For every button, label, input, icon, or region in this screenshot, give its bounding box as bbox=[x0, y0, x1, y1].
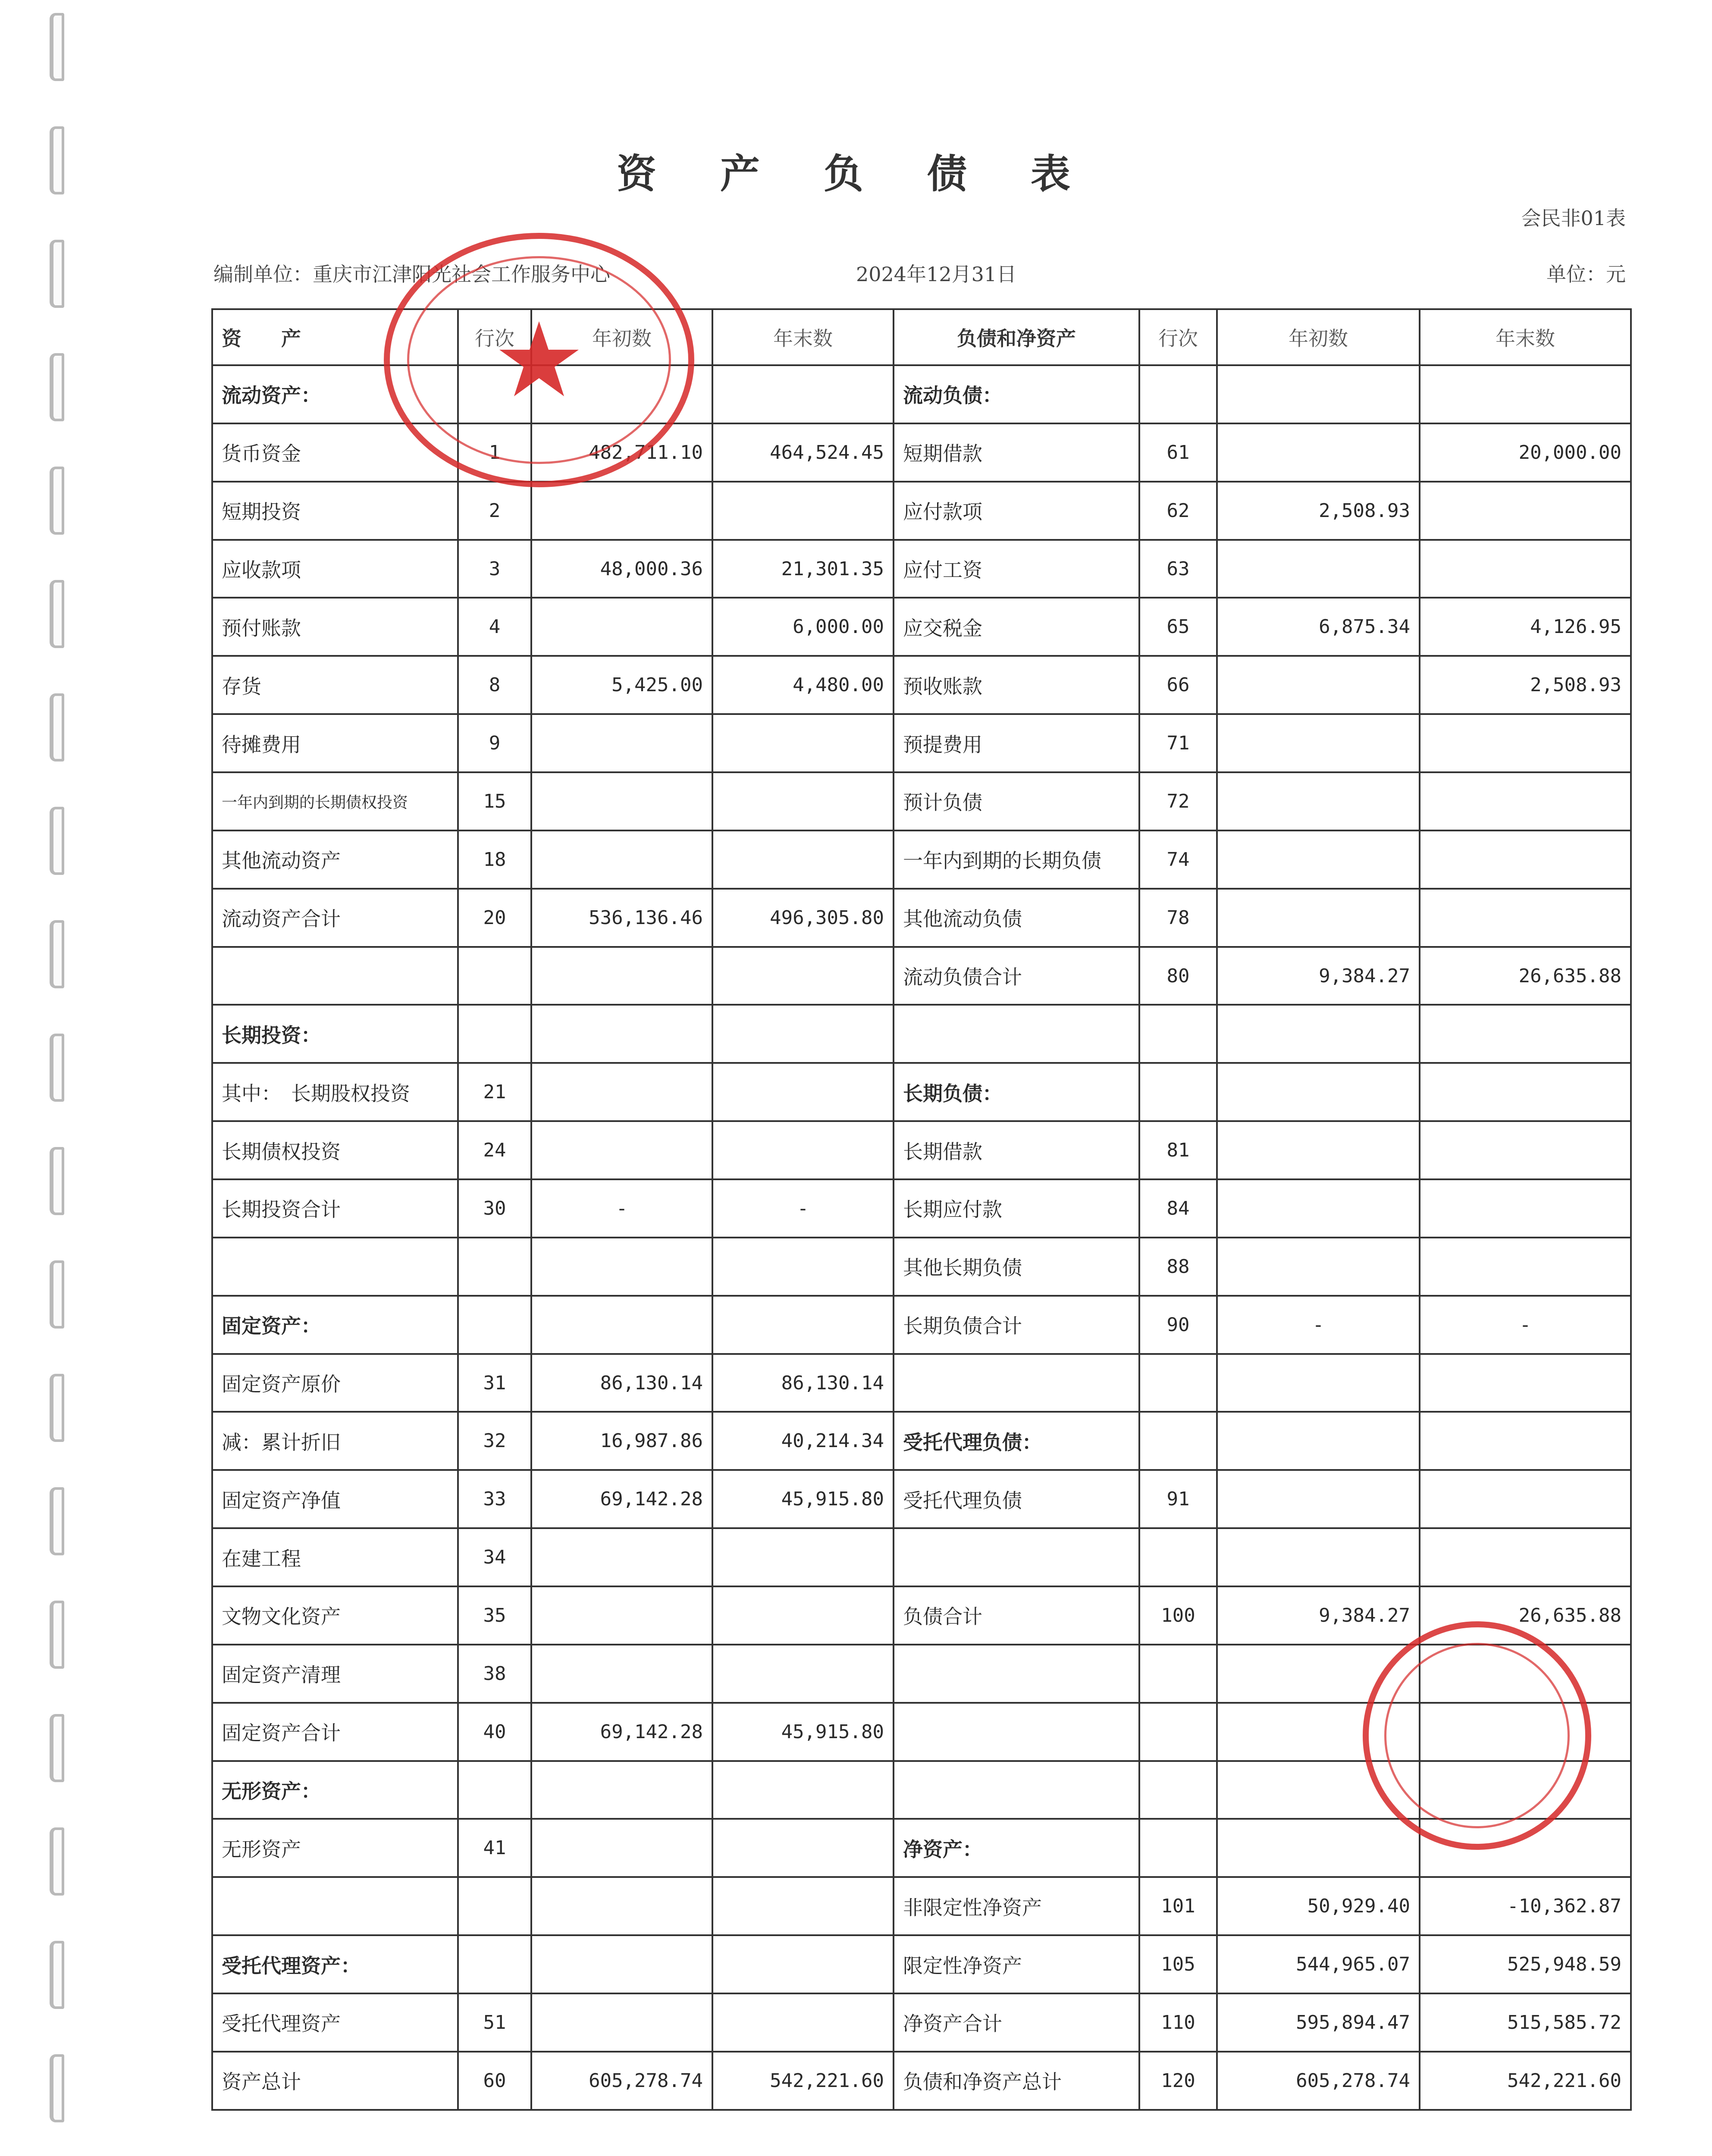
liability-line-cell: 84 bbox=[1139, 1179, 1217, 1238]
asset-name-cell: 预付账款 bbox=[212, 598, 458, 656]
liability-line-cell: 78 bbox=[1139, 889, 1217, 947]
liability-name-cell bbox=[894, 1703, 1139, 1761]
asset-line-cell: 35 bbox=[458, 1586, 531, 1645]
asset-name-cell: 货币资金 bbox=[212, 423, 458, 482]
liability-end-cell bbox=[1420, 830, 1631, 889]
asset-end-cell bbox=[712, 1935, 894, 1993]
table-row bbox=[212, 1063, 1631, 1121]
asset-name-cell: 受托代理资产 bbox=[212, 1993, 458, 2052]
liability-line-cell bbox=[1139, 1412, 1217, 1470]
liability-name-cell: 应付款项 bbox=[894, 482, 1139, 540]
asset-begin-cell bbox=[531, 1063, 712, 1121]
liability-name-cell: 净资产： bbox=[894, 1819, 1139, 1877]
liability-line-cell: 71 bbox=[1139, 714, 1217, 772]
currency-unit: 单位：元 bbox=[1546, 263, 1626, 286]
liability-end-cell bbox=[1420, 540, 1631, 598]
asset-name-cell: 资产总计 bbox=[212, 2052, 458, 2110]
table-row bbox=[212, 1354, 1631, 1412]
asset-name-cell: 其中： 长期股权投资 bbox=[212, 1063, 458, 1121]
asset-end-cell: - bbox=[712, 1179, 894, 1238]
liability-line-cell: 120 bbox=[1139, 2052, 1217, 2110]
liability-line-cell: 91 bbox=[1139, 1470, 1217, 1528]
asset-name-cell: 固定资产净值 bbox=[212, 1470, 458, 1528]
liability-end-cell: - bbox=[1420, 1296, 1631, 1354]
binding-hole bbox=[50, 467, 64, 535]
asset-name-cell: 待摊费用 bbox=[212, 714, 458, 772]
liability-line-cell bbox=[1139, 1761, 1217, 1819]
asset-line-cell: 1 bbox=[458, 423, 531, 482]
liability-begin-cell bbox=[1217, 540, 1420, 598]
asset-name-cell: 受托代理资产： bbox=[212, 1935, 458, 1993]
asset-line-cell: 38 bbox=[458, 1645, 531, 1703]
asset-end-cell bbox=[712, 1645, 894, 1703]
liability-name-cell: 应付工资 bbox=[894, 540, 1139, 598]
asset-begin-cell bbox=[531, 1877, 712, 1935]
asset-begin-cell: 48,000.36 bbox=[531, 540, 712, 598]
liability-name-cell: 负债合计 bbox=[894, 1586, 1139, 1645]
table-row bbox=[212, 482, 1631, 540]
asset-end-cell bbox=[712, 1063, 894, 1121]
asset-begin-cell bbox=[531, 1586, 712, 1645]
liability-name-cell: 长期应付款 bbox=[894, 1179, 1139, 1238]
asset-begin-cell: 536,136.46 bbox=[531, 889, 712, 947]
liability-begin-cell bbox=[1217, 1179, 1420, 1238]
asset-name-cell: 固定资产清理 bbox=[212, 1645, 458, 1703]
liability-end-cell: 515,585.72 bbox=[1420, 1993, 1631, 2052]
liability-name-cell: 其他长期负债 bbox=[894, 1238, 1139, 1296]
asset-name-cell: 长期投资： bbox=[212, 1005, 458, 1063]
liability-name-cell bbox=[894, 1005, 1139, 1063]
liability-name-cell bbox=[894, 1645, 1139, 1703]
asset-line-cell: 32 bbox=[458, 1412, 531, 1470]
liability-begin-cell: 605,278.74 bbox=[1217, 2052, 1420, 2110]
table-row bbox=[212, 1005, 1631, 1063]
liability-begin-cell: 9,384.27 bbox=[1217, 947, 1420, 1005]
table-row bbox=[212, 1296, 1631, 1354]
liability-line-cell: 100 bbox=[1139, 1586, 1217, 1645]
asset-end-cell: 40,214.34 bbox=[712, 1412, 894, 1470]
asset-end-cell bbox=[712, 1238, 894, 1296]
liability-begin-cell bbox=[1217, 423, 1420, 482]
liability-name-cell: 净资产合计 bbox=[894, 1993, 1139, 2052]
binding-hole bbox=[50, 1260, 64, 1329]
table-row bbox=[212, 1179, 1631, 1238]
asset-name-cell: 其他流动资产 bbox=[212, 830, 458, 889]
asset-begin-cell bbox=[531, 1993, 712, 2052]
liability-begin-cell bbox=[1217, 830, 1420, 889]
asset-name-cell: 减：累计折旧 bbox=[212, 1412, 458, 1470]
organization-seal-icon bbox=[384, 233, 694, 487]
asset-line-cell bbox=[458, 1005, 531, 1063]
table-row bbox=[212, 540, 1631, 598]
liability-begin-cell bbox=[1217, 1470, 1420, 1528]
liability-line-cell: 62 bbox=[1139, 482, 1217, 540]
liability-end-cell: 525,948.59 bbox=[1420, 1935, 1631, 1993]
liability-begin-cell: 9,384.27 bbox=[1217, 1586, 1420, 1645]
asset-end-cell bbox=[712, 1993, 894, 2052]
asset-line-cell bbox=[458, 1238, 531, 1296]
liability-begin-cell bbox=[1217, 1528, 1420, 1586]
binding-hole bbox=[50, 13, 64, 81]
asset-end-cell bbox=[712, 1761, 894, 1819]
liability-end-cell bbox=[1420, 1528, 1631, 1586]
asset-end-cell bbox=[712, 714, 894, 772]
asset-line-cell bbox=[458, 1296, 531, 1354]
liability-line-cell bbox=[1139, 1703, 1217, 1761]
liability-line-cell bbox=[1139, 1063, 1217, 1121]
table-row bbox=[212, 1993, 1631, 2052]
liability-end-cell bbox=[1420, 1412, 1631, 1470]
asset-name-cell bbox=[212, 947, 458, 1005]
liability-line-cell: 110 bbox=[1139, 1993, 1217, 2052]
asset-begin-cell bbox=[531, 598, 712, 656]
asset-end-cell bbox=[712, 1121, 894, 1179]
balance-sheet-table bbox=[211, 308, 1632, 2111]
asset-name-cell: 固定资产合计 bbox=[212, 1703, 458, 1761]
asset-line-cell: 41 bbox=[458, 1819, 531, 1877]
liability-line-cell: 72 bbox=[1139, 772, 1217, 830]
asset-begin-cell: 5,425.00 bbox=[531, 656, 712, 714]
asset-line-cell: 24 bbox=[458, 1121, 531, 1179]
col-line2: 行次 bbox=[1139, 309, 1217, 365]
asset-end-cell: 464,524.45 bbox=[712, 423, 894, 482]
asset-name-cell bbox=[212, 1877, 458, 1935]
liability-begin-cell: 50,929.40 bbox=[1217, 1877, 1420, 1935]
liability-line-cell: 80 bbox=[1139, 947, 1217, 1005]
asset-end-cell: 4,480.00 bbox=[712, 656, 894, 714]
asset-line-cell: 20 bbox=[458, 889, 531, 947]
liability-line-cell: 63 bbox=[1139, 540, 1217, 598]
liability-line-cell: 66 bbox=[1139, 656, 1217, 714]
binding-hole bbox=[50, 807, 64, 875]
liability-name-cell: 负债和净资产总计 bbox=[894, 2052, 1139, 2110]
asset-end-cell bbox=[712, 365, 894, 423]
asset-end-cell bbox=[712, 947, 894, 1005]
asset-begin-cell: 16,987.86 bbox=[531, 1412, 712, 1470]
liability-end-cell: 26,635.88 bbox=[1420, 1586, 1631, 1645]
asset-line-cell: 60 bbox=[458, 2052, 531, 2110]
asset-end-cell bbox=[712, 830, 894, 889]
asset-name-cell: 无形资产： bbox=[212, 1761, 458, 1819]
liability-name-cell: 预计负债 bbox=[894, 772, 1139, 830]
liability-begin-cell bbox=[1217, 1412, 1420, 1470]
liability-end-cell: 4,126.95 bbox=[1420, 598, 1631, 656]
liability-end-cell bbox=[1420, 1470, 1631, 1528]
liability-begin-cell bbox=[1217, 772, 1420, 830]
liability-begin-cell: 6,875.34 bbox=[1217, 598, 1420, 656]
table-row bbox=[212, 1412, 1631, 1470]
liability-end-cell bbox=[1420, 1354, 1631, 1412]
liability-name-cell: 长期借款 bbox=[894, 1121, 1139, 1179]
liability-name-cell: 其他流动负债 bbox=[894, 889, 1139, 947]
liability-end-cell: -10,362.87 bbox=[1420, 1877, 1631, 1935]
asset-line-cell: 9 bbox=[458, 714, 531, 772]
asset-line-cell: 4 bbox=[458, 598, 531, 656]
liability-begin-cell bbox=[1217, 365, 1420, 423]
liability-begin-cell: - bbox=[1217, 1296, 1420, 1354]
liability-end-cell: 26,635.88 bbox=[1420, 947, 1631, 1005]
liability-end-cell bbox=[1420, 889, 1631, 947]
liability-name-cell bbox=[894, 1354, 1139, 1412]
liability-begin-cell bbox=[1217, 1005, 1420, 1063]
binding-hole bbox=[50, 1374, 64, 1442]
asset-begin-cell: 69,142.28 bbox=[531, 1703, 712, 1761]
liability-end-cell bbox=[1420, 365, 1631, 423]
asset-begin-cell bbox=[531, 1121, 712, 1179]
table-row bbox=[212, 1121, 1631, 1179]
asset-begin-cell bbox=[531, 1645, 712, 1703]
liability-line-cell bbox=[1139, 1528, 1217, 1586]
liability-begin-cell: 595,894.47 bbox=[1217, 1993, 1420, 2052]
table-row bbox=[212, 1586, 1631, 1645]
liability-end-cell: 20,000.00 bbox=[1420, 423, 1631, 482]
binding-hole bbox=[50, 2054, 64, 2122]
liability-name-cell: 限定性净资产 bbox=[894, 1935, 1139, 1993]
asset-name-cell: 流动资产合计 bbox=[212, 889, 458, 947]
table-row bbox=[212, 1470, 1631, 1528]
liability-begin-cell bbox=[1217, 714, 1420, 772]
table-row bbox=[212, 830, 1631, 889]
asset-line-cell: 40 bbox=[458, 1703, 531, 1761]
asset-end-cell: 542,221.60 bbox=[712, 2052, 894, 2110]
liability-end-cell: 2,508.93 bbox=[1420, 656, 1631, 714]
liability-line-cell bbox=[1139, 1645, 1217, 1703]
binding-holes bbox=[41, 13, 80, 2156]
liability-name-cell: 受托代理负债： bbox=[894, 1412, 1139, 1470]
col-end: 年末数 bbox=[712, 309, 894, 365]
asset-begin-cell bbox=[531, 1238, 712, 1296]
liability-line-cell: 61 bbox=[1139, 423, 1217, 482]
liability-name-cell: 长期负债： bbox=[894, 1063, 1139, 1121]
asset-line-cell bbox=[458, 1761, 531, 1819]
binding-hole bbox=[50, 1034, 64, 1102]
liability-begin-cell bbox=[1217, 1354, 1420, 1412]
liability-end-cell bbox=[1420, 1005, 1631, 1063]
asset-begin-cell bbox=[531, 482, 712, 540]
asset-begin-cell bbox=[531, 830, 712, 889]
asset-end-cell bbox=[712, 1528, 894, 1586]
liability-line-cell: 101 bbox=[1139, 1877, 1217, 1935]
binding-hole bbox=[50, 1487, 64, 1555]
liability-line-cell: 105 bbox=[1139, 1935, 1217, 1993]
asset-name-cell: 短期投资 bbox=[212, 482, 458, 540]
asset-end-cell bbox=[712, 1586, 894, 1645]
binding-hole bbox=[50, 693, 64, 761]
liability-begin-cell: 2,508.93 bbox=[1217, 482, 1420, 540]
asset-begin-cell bbox=[531, 1819, 712, 1877]
organization-label: 编制单位：重庆市江津阳光社会工作服务中心 bbox=[213, 263, 610, 286]
asset-name-cell: 文物文化资产 bbox=[212, 1586, 458, 1645]
asset-name-cell: 在建工程 bbox=[212, 1528, 458, 1586]
table-row bbox=[212, 772, 1631, 830]
liability-name-cell: 短期借款 bbox=[894, 423, 1139, 482]
liability-begin-cell bbox=[1217, 889, 1420, 947]
form-number: 会民非01表 bbox=[1521, 207, 1626, 230]
asset-begin-cell bbox=[531, 1935, 712, 1993]
liability-name-cell: 应交税金 bbox=[894, 598, 1139, 656]
liability-end-cell bbox=[1420, 482, 1631, 540]
asset-begin-cell: 69,142.28 bbox=[531, 1470, 712, 1528]
binding-hole bbox=[50, 580, 64, 648]
binding-hole bbox=[50, 1714, 64, 1782]
liability-name-cell: 预提费用 bbox=[894, 714, 1139, 772]
asset-name-cell: 固定资产原价 bbox=[212, 1354, 458, 1412]
page-title: 资 产 负 债 表 bbox=[616, 150, 1096, 197]
auditor-seal-icon bbox=[1363, 1621, 1591, 1850]
asset-line-cell: 3 bbox=[458, 540, 531, 598]
liability-line-cell bbox=[1139, 1819, 1217, 1877]
asset-end-cell bbox=[712, 1877, 894, 1935]
asset-line-cell bbox=[458, 947, 531, 1005]
table-row bbox=[212, 714, 1631, 772]
asset-begin-cell bbox=[531, 1528, 712, 1586]
liability-end-cell bbox=[1420, 772, 1631, 830]
asset-begin-cell bbox=[531, 1296, 712, 1354]
liability-name-cell: 一年内到期的长期负债 bbox=[894, 830, 1139, 889]
binding-hole bbox=[50, 240, 64, 308]
table-row bbox=[212, 656, 1631, 714]
asset-name-cell: 应收款项 bbox=[212, 540, 458, 598]
asset-end-cell: 45,915.80 bbox=[712, 1470, 894, 1528]
liability-line-cell bbox=[1139, 1005, 1217, 1063]
table-row bbox=[212, 1935, 1631, 1993]
asset-line-cell: 8 bbox=[458, 656, 531, 714]
liability-begin-cell bbox=[1217, 656, 1420, 714]
asset-end-cell: 6,000.00 bbox=[712, 598, 894, 656]
asset-name-cell: 长期投资合计 bbox=[212, 1179, 458, 1238]
asset-begin-cell bbox=[531, 714, 712, 772]
liability-line-cell: 90 bbox=[1139, 1296, 1217, 1354]
asset-begin-cell bbox=[531, 947, 712, 1005]
asset-name-cell: 长期债权投资 bbox=[212, 1121, 458, 1179]
liability-end-cell bbox=[1420, 1121, 1631, 1179]
col-begin2: 年初数 bbox=[1217, 309, 1420, 365]
liability-begin-cell bbox=[1217, 1063, 1420, 1121]
table-row bbox=[212, 598, 1631, 656]
asset-end-cell bbox=[712, 1819, 894, 1877]
col-assets: 资 产 bbox=[212, 309, 458, 365]
table-row bbox=[212, 1877, 1631, 1935]
liability-end-cell bbox=[1420, 1179, 1631, 1238]
liability-name-cell: 预收账款 bbox=[894, 656, 1139, 714]
col-liabilities: 负债和净资产 bbox=[894, 309, 1139, 365]
asset-name-cell: 固定资产： bbox=[212, 1296, 458, 1354]
liability-begin-cell bbox=[1217, 1819, 1420, 1877]
table-row bbox=[212, 2052, 1631, 2110]
liability-line-cell bbox=[1139, 1354, 1217, 1412]
report-date: 2024年12月31日 bbox=[856, 263, 1017, 286]
asset-line-cell: 33 bbox=[458, 1470, 531, 1528]
binding-hole bbox=[50, 1601, 64, 1669]
col-end2: 年末数 bbox=[1420, 309, 1631, 365]
asset-line-cell: 34 bbox=[458, 1528, 531, 1586]
liability-end-cell: 542,221.60 bbox=[1420, 2052, 1631, 2110]
asset-begin-cell: 86,130.14 bbox=[531, 1354, 712, 1412]
col-begin: 年初数 bbox=[531, 309, 712, 365]
asset-end-cell bbox=[712, 482, 894, 540]
liability-name-cell: 流动负债： bbox=[894, 365, 1139, 423]
table-row bbox=[212, 1238, 1631, 1296]
liability-name-cell: 受托代理负债 bbox=[894, 1470, 1139, 1528]
table-row bbox=[212, 947, 1631, 1005]
asset-begin-cell: 605,278.74 bbox=[531, 2052, 712, 2110]
liability-end-cell bbox=[1420, 1238, 1631, 1296]
liability-name-cell: 流动负债合计 bbox=[894, 947, 1139, 1005]
liability-name-cell bbox=[894, 1528, 1139, 1586]
asset-end-cell bbox=[712, 1296, 894, 1354]
asset-line-cell bbox=[458, 1877, 531, 1935]
liability-begin-cell: 544,965.07 bbox=[1217, 1935, 1420, 1993]
asset-name-cell: 流动资产： bbox=[212, 365, 458, 423]
liability-name-cell bbox=[894, 1761, 1139, 1819]
asset-begin-cell bbox=[531, 1761, 712, 1819]
asset-line-cell: 18 bbox=[458, 830, 531, 889]
asset-line-cell: 15 bbox=[458, 772, 531, 830]
asset-end-cell: 21,301.35 bbox=[712, 540, 894, 598]
liability-begin-cell bbox=[1217, 1238, 1420, 1296]
liability-begin-cell bbox=[1217, 1121, 1420, 1179]
asset-end-cell bbox=[712, 772, 894, 830]
liability-name-cell: 非限定性净资产 bbox=[894, 1877, 1139, 1935]
liability-line-cell: 65 bbox=[1139, 598, 1217, 656]
liability-end-cell bbox=[1420, 714, 1631, 772]
liability-line-cell: 88 bbox=[1139, 1238, 1217, 1296]
asset-name-cell: 无形资产 bbox=[212, 1819, 458, 1877]
asset-line-cell bbox=[458, 1935, 531, 1993]
asset-name-cell: 存货 bbox=[212, 656, 458, 714]
table-row bbox=[212, 889, 1631, 947]
asset-name-cell bbox=[212, 1238, 458, 1296]
binding-hole bbox=[50, 1147, 64, 1215]
asset-begin-cell: - bbox=[531, 1179, 712, 1238]
binding-hole bbox=[50, 353, 64, 421]
liability-line-cell bbox=[1139, 365, 1217, 423]
binding-hole bbox=[50, 920, 64, 988]
asset-end-cell: 86,130.14 bbox=[712, 1354, 894, 1412]
asset-line-cell: 30 bbox=[458, 1179, 531, 1238]
liability-line-cell: 81 bbox=[1139, 1121, 1217, 1179]
asset-line-cell: 2 bbox=[458, 482, 531, 540]
asset-begin-cell bbox=[531, 1005, 712, 1063]
table-row bbox=[212, 1528, 1631, 1586]
asset-line-cell: 31 bbox=[458, 1354, 531, 1412]
liability-name-cell: 长期负债合计 bbox=[894, 1296, 1139, 1354]
binding-hole bbox=[50, 1941, 64, 2009]
asset-end-cell: 45,915.80 bbox=[712, 1703, 894, 1761]
asset-name-cell: 一年内到期的长期债权投资 bbox=[212, 772, 458, 830]
liability-end-cell bbox=[1420, 1063, 1631, 1121]
binding-hole bbox=[50, 1827, 64, 1896]
liability-line-cell: 74 bbox=[1139, 830, 1217, 889]
asset-line-cell: 51 bbox=[458, 1993, 531, 2052]
asset-begin-cell: 482,711.10 bbox=[531, 423, 712, 482]
col-line: 行次 bbox=[458, 309, 531, 365]
asset-begin-cell bbox=[531, 772, 712, 830]
asset-end-cell: 496,305.80 bbox=[712, 889, 894, 947]
asset-line-cell: 21 bbox=[458, 1063, 531, 1121]
asset-end-cell bbox=[712, 1005, 894, 1063]
